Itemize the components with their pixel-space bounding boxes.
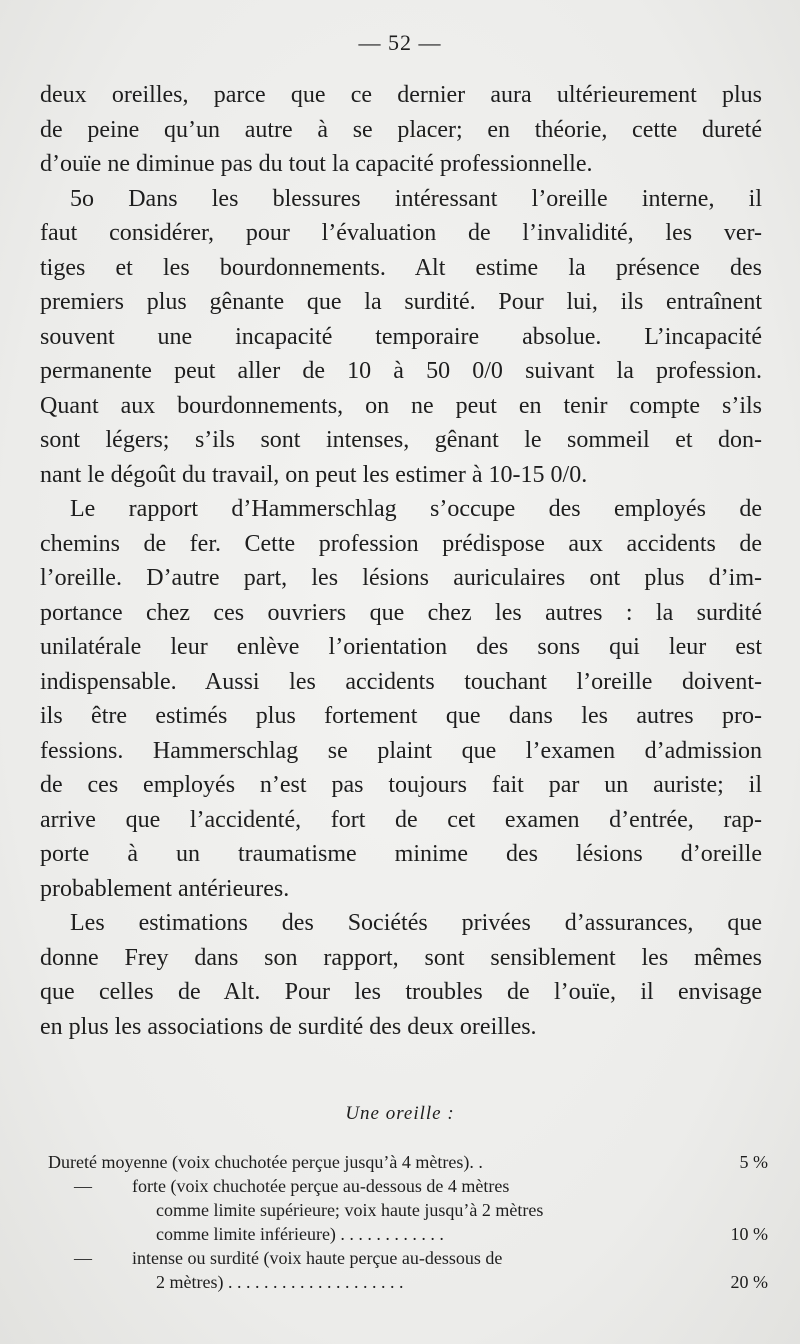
body-text bbox=[40, 78, 762, 1044]
text-line: ils être estimés plus fortement que dans les autres pro- bbox=[40, 703, 762, 729]
row-label: Dureté moyenne (voix chuchotée perçue jusqu’à 4 mètres). . bbox=[48, 1152, 483, 1172]
text-line: d’ouïe ne diminue pas du tout la capacité professionnelle. bbox=[40, 151, 593, 177]
text-line: fessions. Hammerschlag se plaint que l’examen d’admission bbox=[40, 737, 762, 764]
row-label: intense ou surdité (voix haute perçue au-dessous de bbox=[132, 1248, 503, 1268]
ditto-dash: — bbox=[74, 1176, 92, 1196]
text-line: probablement antérieures. bbox=[40, 875, 290, 902]
text-line: souvent une incapacité temporaire absolue. L’incapacité bbox=[40, 323, 762, 350]
table-row bbox=[48, 1246, 768, 1270]
text-line: indispensable. Aussi les accidents touchant l’oreille doivent- bbox=[40, 668, 762, 695]
row-percentage: 10 % bbox=[730, 1224, 768, 1244]
page-number: — 52 — bbox=[358, 30, 442, 55]
text-line: l’oreille. D’autre part, les lésions auriculaires ont plus d’im- bbox=[40, 565, 762, 591]
ditto-dash: — bbox=[74, 1248, 92, 1268]
table-row bbox=[48, 1174, 768, 1198]
text-line: portance chez ces ouvriers que chez les autres : la surdité bbox=[40, 599, 762, 626]
text-line: chemins de fer. Cette profession prédispose aux accidents de bbox=[40, 530, 762, 557]
row-label: forte (voix chuchotée perçue au-dessous de 4 mètres bbox=[132, 1176, 510, 1196]
text-line: 5o Dans les blessures intéressant l’oreille interne, il bbox=[70, 185, 762, 212]
text-line: tiges et les bourdonnements. Alt estime la présence des bbox=[40, 254, 762, 281]
text-line: nant le dégoût du travail, on peut les estimer à 10-15 0/0. bbox=[40, 461, 588, 488]
text-line: donne Frey dans son rapport, sont sensiblement les mêmes bbox=[40, 944, 762, 971]
text-line: unilatérale leur enlève l’orientation des sons qui leur est bbox=[40, 634, 762, 660]
table-row-continuation bbox=[48, 1198, 768, 1222]
text-line: porte à un traumatisme minime des lésions d’oreille bbox=[40, 841, 762, 867]
row-percentage: 20 % bbox=[730, 1272, 768, 1292]
text-line: Les estimations des Sociétés privées d’assurances, que bbox=[70, 910, 762, 936]
text-line: en plus les associations de surdité des deux oreilles. bbox=[40, 1013, 537, 1040]
text-line: sont légers; s’ils sont intenses, gênant le sommeil et don- bbox=[40, 427, 762, 453]
text-line: permanente peut aller de 10 à 50 0/0 suivant la profession. bbox=[40, 358, 762, 384]
text-line: que celles de Alt. Pour les troubles de l’ouïe, il envisage bbox=[40, 979, 762, 1005]
text-line: deux oreilles, parce que ce dernier aura ultérieurement plus bbox=[40, 82, 762, 108]
text-line: de peine qu’un autre à se placer; en théorie, cette dureté bbox=[40, 116, 762, 143]
text-line: faut considérer, pour l’évaluation de l’invalidité, les ver- bbox=[40, 220, 762, 246]
text-line: Le rapport d’Hammerschlag s’occupe des employés de bbox=[70, 496, 762, 522]
section-heading: Une oreille : bbox=[345, 1103, 455, 1124]
text-line: arrive que l’accidenté, fort de cet examen d’entrée, rap- bbox=[40, 806, 762, 833]
row-label: 2 mètres) . . . . . . . . . . . . . . . . . . . . bbox=[156, 1272, 404, 1292]
text-line: de ces employés n’est pas toujours fait par un auriste; il bbox=[40, 772, 762, 798]
text-line: premiers plus gênante que la surdité. Pour lui, ils entraînent bbox=[40, 289, 762, 315]
rating-table bbox=[48, 1150, 768, 1294]
row-percentage: 5 % bbox=[739, 1152, 768, 1172]
table-row-continuation bbox=[48, 1222, 768, 1246]
table-row-continuation bbox=[48, 1270, 768, 1294]
row-label: comme limite inférieure) . . . . . . . . . . . . bbox=[156, 1224, 444, 1244]
row-label: comme limite supérieure; voix haute jusqu’à 2 mètres bbox=[156, 1200, 544, 1220]
table-row bbox=[48, 1150, 768, 1174]
text-line: Quant aux bourdonnements, on ne peut en tenir compte s’ils bbox=[40, 392, 762, 419]
